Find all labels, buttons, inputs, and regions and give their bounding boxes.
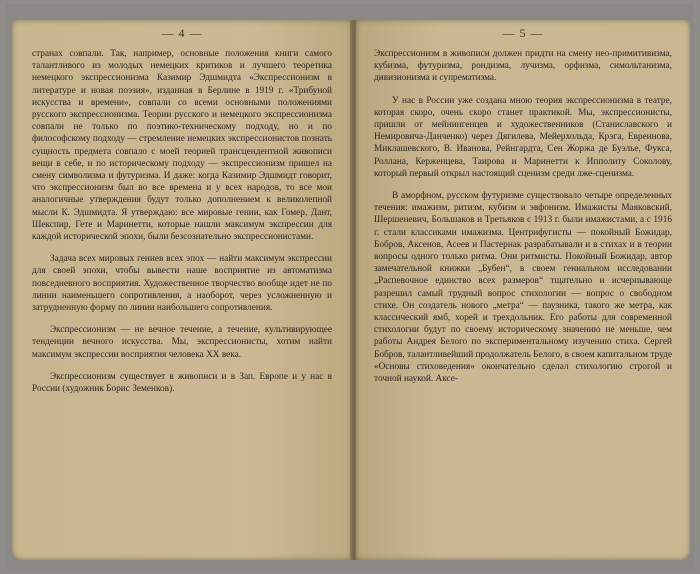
left-page-text [32,48,332,395]
paragraph: Экспрессионизм существует в живописи и в Зап. Европе и у нас в России (художник Борис Земенков). [32,371,332,395]
right-page-text [374,48,672,385]
paragraph: Задача всех мировых гениев всех эпох — найти максимум экспрессии для своей эпохи, чтобы вывести наше восприятие из автоматизма повседневного восприятия. Художественное творчество вообще идет не по линии наименьшего сопротивления, а наоборот, через усложненную и затрудненную форму по линии наибольшего сопротивления. [32,254,332,314]
page-number-left: — 4 — [161,26,203,40]
paragraph: В аморфном, русском футуризме существовало четыре определенных течения: имажизм, ритизм, кубизм и эвфонизм. Имажисты Маяковский, Шершеневич, Большаков и Третьяков с 1913 г. были имажистами, а с 1916 г. стали классиками имажизма. Центрифугисты — покойный Божидар, Бобров, Аксенов, Асеев и Пастернак разрабатывали и в стихах и в теории вопросы одного только ритма. Они ритмисты. Покойный Божидар, автор замечательной книжки „Бубен“, в своем гениальном исследовании „Распевочное единство всех размеров“ тщательно и исчерпывающе разрешил самый трудный вопрос стихологии — вопрос о свободном стихе. Он создатель нового „метра“ — паузника, такого же метра, как классический ямб, хорей и трехдольник. Его работы для современной стихологии будут по своему историческому значению не меньше, чем работы Андрея Белого по экспериментальному изучению стиха. Сергей Бобров, талантливейший продолжатель Белого, в своем капитальном труде «Основы стиховедения» окончательно сделал стихологию строгой и точной наукой. Аксе- [374,191,672,385]
book-spread [6,4,694,570]
right-page [356,20,690,560]
paragraph: Экспрессионизм — не вечное течение, а течение, культивирующее тенденции вечного искусства. Мы, экспрессионисты, хотим найти максимум экспрессии восприятия человека XX века. [32,325,332,360]
left-page [12,20,352,560]
paragraph: У нас в России уже создана мною теория экспрессионизма в театре, которая скоро, очень скоро станет практикой. Мы, экспрессионисты, пришли от мейнингенцев и художественников (Станиславского и Немировича-Данченко) через Дягилева, Мейерхольда, Крэга, Евреинова, Миклашевского, В. Иванова, Рейнгардта, Сен Жоржа де Буэлье, Фукса, Роллана, Керженцева, Таирова и Маринетти к Ипполиту Соколову, который первый открыл настоящий сценизм среди лже-сценизма. [374,95,672,179]
paragraph: странах совпали. Так, например, основные положения книги самого талантливого из молодых немецких критиков и лучшего теоретика немецкого экспрессионизма Казимир Эдшмидта «Экспрессионизм в литературе и новая поэзия», изданная в Берлине в 1919 г. «Трибуной искусства и времени», совпали со всеми основными положениями русского экспрессионизма. Теории русского и немецкого экспрессионизма совпали не только по поэтико-техническому подходу, но и по философскому подходу — стремление немецких экспрессионистов познать сущность предмета совпало с моей теорией трансцендентной живописи вещи в себе, и по историческому подходу — экспрессионизм пришел на смену символизма и футуризма. И даже: когда Казимир Эдшмидт говорит, что экспрессионизм был во все времена и у всех народов, то все мои аналогичные утверждения будут только дополнением к великолепной мысли К. Эдшмидта. Я утверждаю: все мировые гении, как Гомер, Дант, Шекспир, Гете и Маринетти, которые нашли максимум экспрессии для каждой исторической эпохи, были безсознательно экспрессионистами. [32,49,332,243]
paragraph: Экспрессионизм в живописи должен придти на смену нео-примитивизма, кубизма, футуризма, рондизма, лучизма, орфизма, симольтанизма, дивизионизма и супрематизма. [374,49,672,84]
page-number-right: — 5 — [502,26,544,40]
